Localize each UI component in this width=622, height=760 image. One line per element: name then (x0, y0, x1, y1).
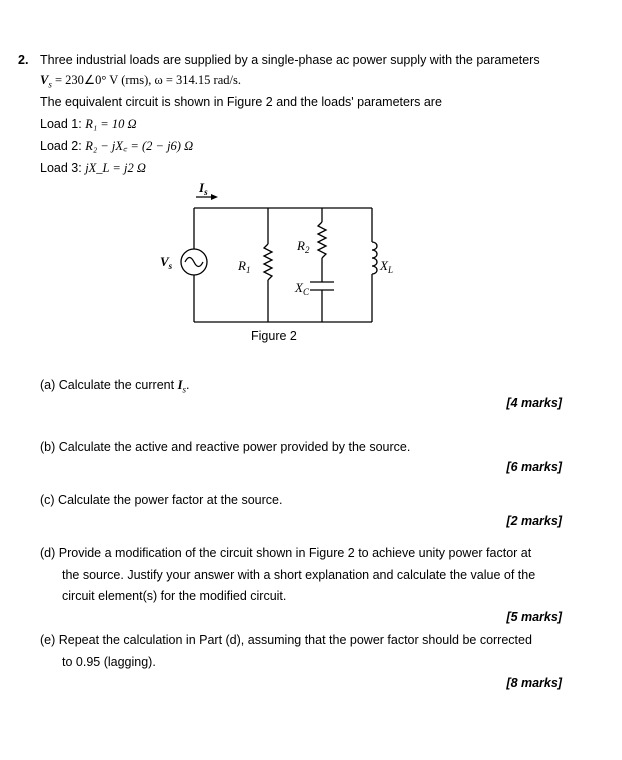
part-e-line-1: (e) Repeat the calculation in Part (d), assuming that the power factor should be corrected (40, 633, 532, 647)
part-a (40, 377, 189, 398)
load-3 (40, 160, 146, 176)
part-e-line-2: to 0.95 (lagging). (62, 655, 156, 669)
r2-label: $R_2$ (297, 238, 310, 255)
part-d-line-3: circuit element(s) for the modified circuit. (62, 589, 287, 603)
question-intro: Three industrial loads are supplied by a single-phase ac power supply with the parameters (40, 53, 540, 67)
part-d-marks: [5 marks] (506, 610, 562, 624)
part-a-subscript: s (182, 384, 186, 395)
vs-value: = 230∠0° V (rms), (54, 73, 152, 87)
r1-resistor (264, 244, 272, 280)
r2-resistor (318, 222, 326, 258)
circuit-intro: The equivalent circuit is shown in Figure 2 and the loads' parameters are (40, 95, 442, 109)
load-3-expr: jX_L = j2 Ω (85, 161, 146, 175)
part-c-text: (c) Calculate the power factor at the source. (40, 493, 283, 507)
part-c-marks: [2 marks] (506, 514, 562, 528)
vs-subscript: s (48, 79, 52, 90)
supply-parameters (40, 72, 241, 93)
sine-wave-icon (185, 258, 203, 267)
part-e-marks: [8 marks] (506, 676, 562, 690)
part-d-line-2: the source. Justify your answer with a short explanation and calculate the value of the (62, 568, 536, 582)
load-2-label: Load 2: (40, 139, 82, 153)
part-d-line-1: (d) Provide a modification of the circuit shown in Figure 2 to achieve unity power factor at (40, 546, 532, 560)
part-b-text: (b) Calculate the active and reactive power provided by the source. (40, 440, 411, 454)
load-1 (40, 116, 137, 132)
load-2-expr: R₂ − jX꜀ = (2 − j6) Ω (85, 139, 194, 153)
load-1-label: Load 1: (40, 117, 82, 131)
load-3-label: Load 3: (40, 161, 82, 175)
circuit-diagram (140, 178, 420, 328)
is-arrow-head (211, 194, 218, 200)
load-2 (40, 138, 193, 154)
vs-symbol: V (40, 73, 49, 87)
xl-inductor (372, 242, 377, 274)
omega-value: ω = 314.15 rad/s. (154, 73, 241, 87)
part-b-marks: [6 marks] (506, 460, 562, 474)
part-a-period: . (185, 378, 190, 392)
xl-label: $X_L$ (380, 258, 393, 275)
part-a-symbol: I (177, 378, 183, 392)
question-number: 2. (18, 53, 29, 67)
part-a-text: (a) Calculate the current (40, 378, 178, 392)
figure-caption: Figure 2 (251, 329, 297, 343)
load-1-expr: R₁ = 10 Ω (85, 117, 137, 131)
is-label: $I_s$ (199, 180, 208, 197)
part-a-marks: [4 marks] (506, 396, 562, 410)
xc-label: $X_C$ (295, 280, 309, 297)
r1-label: $R_1$ (238, 258, 251, 275)
vs-label: $V_s$ (160, 254, 173, 271)
